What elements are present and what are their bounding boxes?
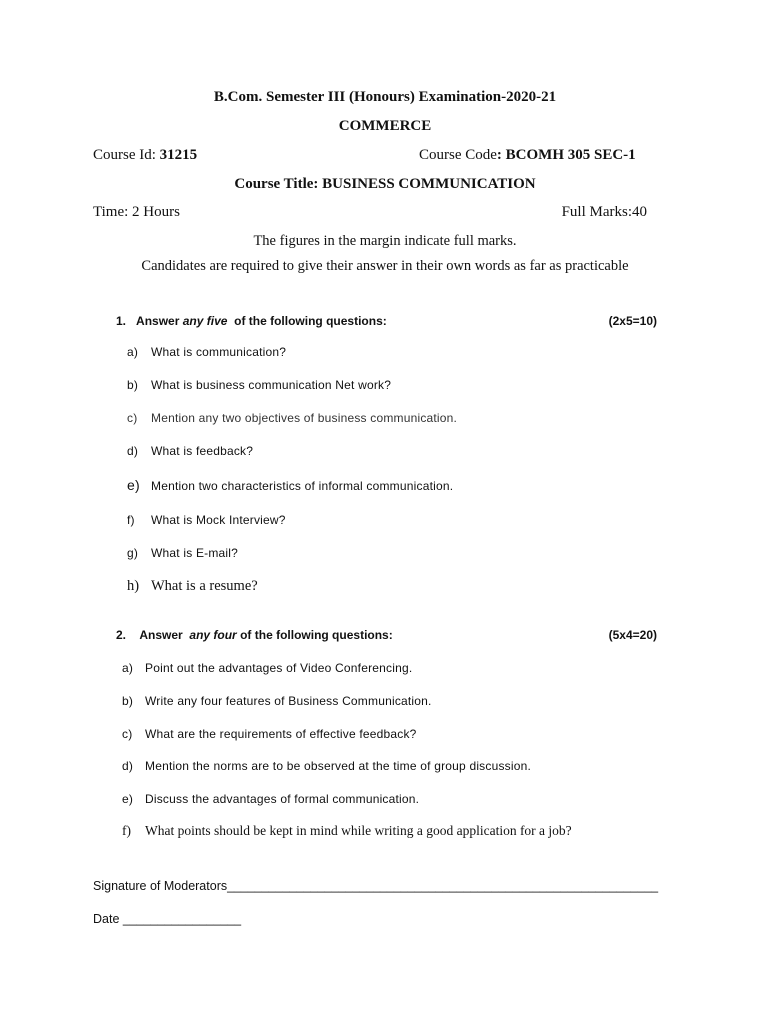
- full-marks: Full Marks:40: [561, 204, 647, 220]
- item-label: a): [122, 661, 134, 675]
- item-label: h): [127, 578, 140, 594]
- list-item: [127, 578, 258, 595]
- exam-time: Time: 2 Hours: [93, 204, 180, 220]
- item-text: What is E-mail?: [151, 546, 239, 560]
- course-id-label: Course Id:: [93, 147, 160, 163]
- item-text: Mention any two objectives of business communication.: [151, 411, 458, 425]
- item-text: Point out the advantages of Video Conferencing.: [145, 661, 413, 675]
- instruction-marks: The figures in the margin indicate full marks.: [253, 233, 517, 249]
- item-text: What is communication?: [151, 345, 287, 359]
- list-item: [127, 477, 453, 493]
- section2-suffix: of the following questions:: [240, 628, 393, 642]
- list-item: [122, 727, 417, 741]
- section2-marks: (5x4=20): [608, 628, 657, 642]
- list-item: [127, 345, 286, 359]
- section1-prefix: Answer: [136, 314, 180, 328]
- list-item: [127, 546, 238, 560]
- section1-heading: [116, 314, 387, 328]
- item-label: g): [127, 546, 139, 560]
- item-label: e): [127, 477, 140, 493]
- item-text: What is feedback?: [151, 444, 254, 458]
- item-label: b): [122, 694, 134, 708]
- moderator-signature-line: Signature of Moderators______________________________________________________________: [93, 879, 659, 893]
- course-code-value: : BCOMH 305 SEC-1: [496, 147, 636, 163]
- item-label: c): [127, 411, 138, 425]
- section1-number: 1.: [116, 314, 127, 328]
- course-code-label: Course Code: [419, 147, 497, 163]
- item-label: f): [127, 513, 135, 527]
- item-label: f): [122, 823, 131, 838]
- item-label: e): [122, 792, 134, 806]
- item-text: What is a resume?: [151, 578, 258, 594]
- course-id: [93, 147, 197, 164]
- instruction-own-words: Candidates are required to give their answer in their own words as far as practicable: [141, 258, 629, 274]
- date-line: Date _________________: [93, 912, 242, 926]
- list-item: [127, 444, 253, 458]
- item-label: d): [122, 759, 134, 773]
- item-label: c): [122, 727, 133, 741]
- item-text: What points should be kept in mind while writing a good application for a job?: [145, 823, 572, 838]
- section2-heading: [116, 628, 393, 642]
- item-text: What is business communication Net work?: [151, 378, 392, 392]
- course-code: [419, 147, 636, 164]
- section2-number: 2.: [116, 628, 127, 642]
- item-text: Mention two characteristics of informal communication.: [151, 479, 454, 493]
- subject-title: COMMERCE: [338, 118, 432, 134]
- list-item: [127, 378, 391, 392]
- course-title: Course Title: BUSINESS COMMUNICATION: [234, 176, 536, 192]
- item-label: b): [127, 378, 139, 392]
- list-item: [122, 694, 432, 708]
- section1-emphasis: any five: [182, 314, 228, 328]
- list-item: [122, 759, 531, 773]
- course-id-value: 31215: [159, 147, 198, 163]
- section2-emphasis: any four: [189, 628, 237, 642]
- item-text: Mention the norms are to be observed at the time of group discussion.: [145, 759, 532, 773]
- item-text: Write any four features of Business Communication.: [145, 694, 432, 708]
- section2-prefix: Answer: [139, 628, 183, 642]
- section1-marks: (2x5=10): [608, 314, 657, 328]
- item-text: What is Mock Interview?: [151, 513, 286, 527]
- section1-suffix: of the following questions:: [234, 314, 387, 328]
- list-item: [122, 661, 412, 675]
- item-label: d): [127, 444, 139, 458]
- exam-title: B.Com. Semester III (Honours) Examination-2020-21: [213, 89, 557, 105]
- item-text: What are the requirements of effective feedback?: [145, 727, 417, 741]
- list-item: [122, 792, 419, 806]
- list-item: [122, 823, 572, 839]
- list-item: [127, 513, 286, 527]
- item-text: Discuss the advantages of formal communication.: [145, 792, 420, 806]
- item-label: a): [127, 345, 139, 359]
- list-item: [127, 411, 457, 425]
